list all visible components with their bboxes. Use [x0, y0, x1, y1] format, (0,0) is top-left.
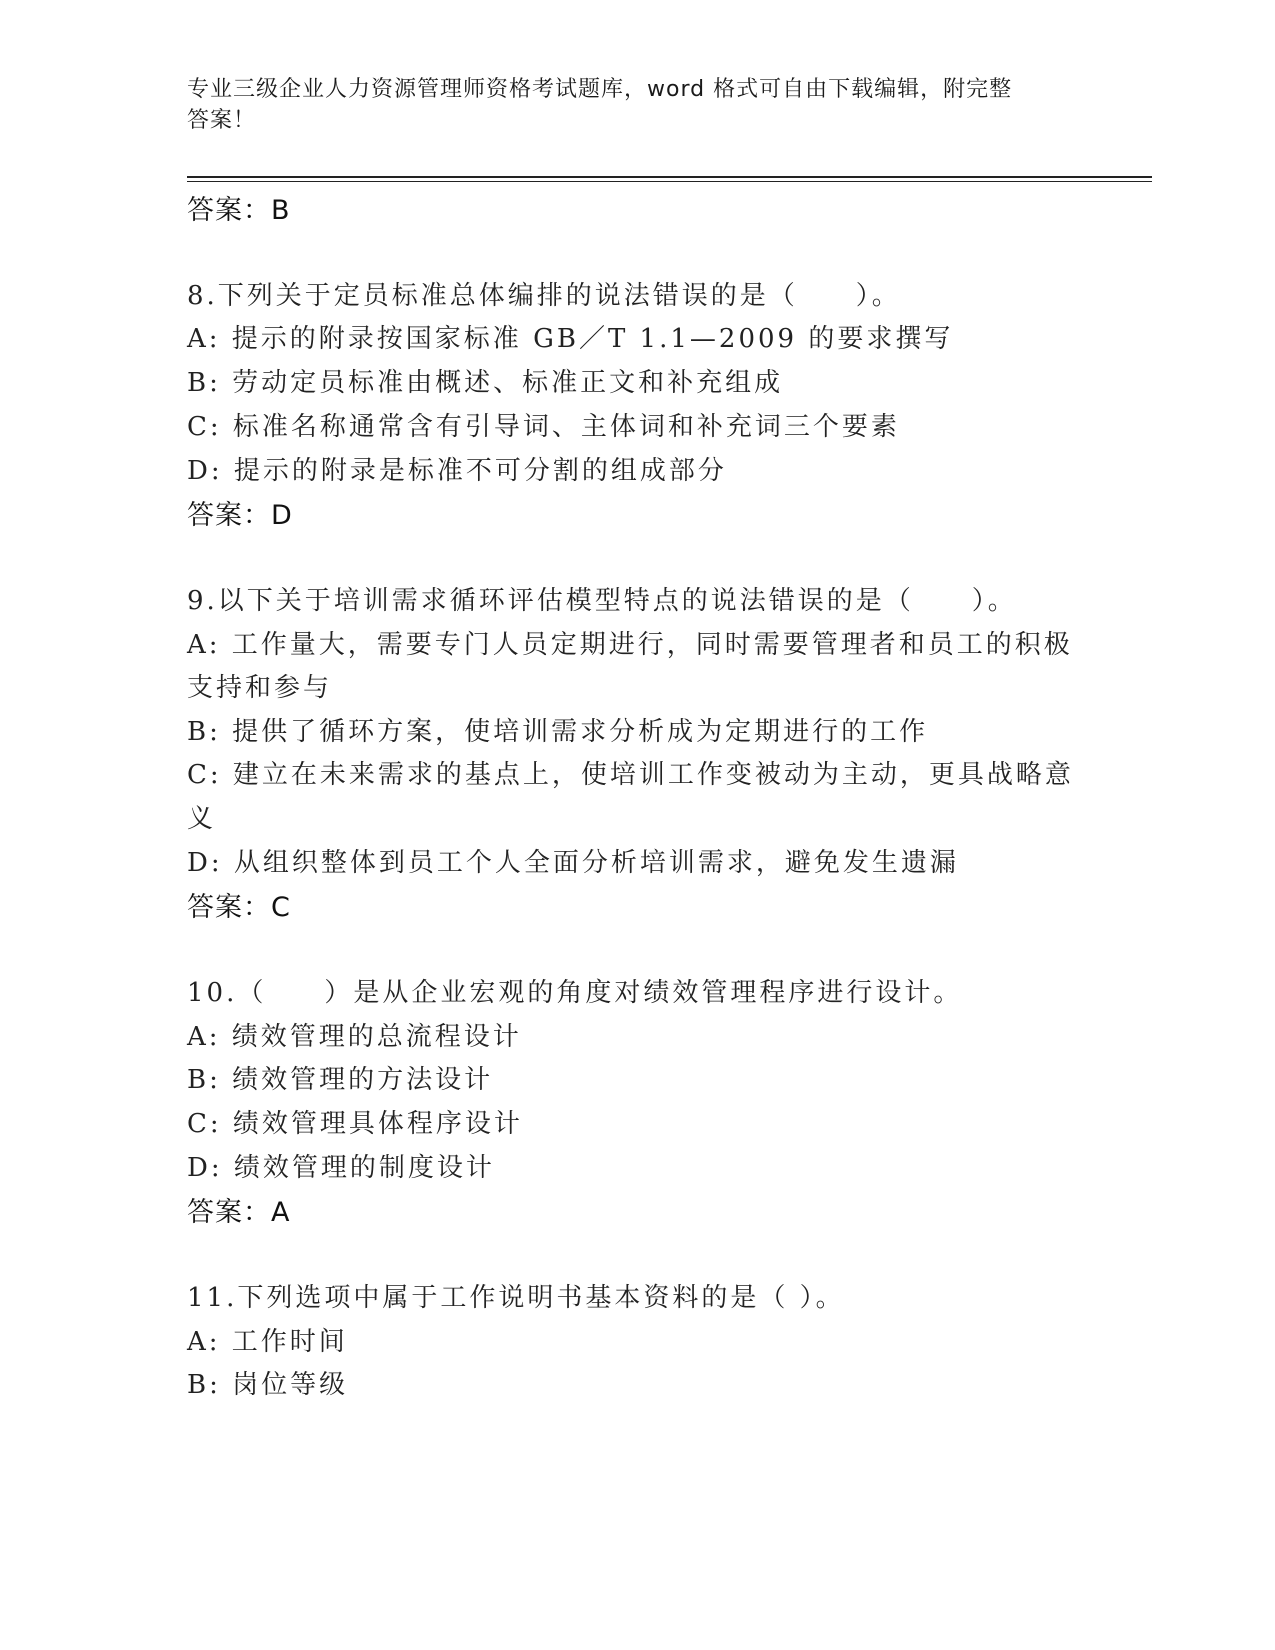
page-header	[187, 74, 1067, 136]
header-divider-thick	[187, 176, 1152, 178]
header-line-1: 专业三级企业人力资源管理师资格考试题库，word 格式可自由下载编辑，附完整	[187, 77, 1013, 102]
previous-answer: 答案：B	[187, 195, 291, 226]
q9-option-d: D: 从组织整体到员工个人全面分析培训需求，避免发生遗漏	[187, 848, 959, 878]
q10-option-b: B: 绩效管理的方法设计	[187, 1065, 494, 1095]
q11-option-b: B: 岗位等级	[187, 1370, 349, 1400]
header-line-2: 答案！	[187, 108, 257, 133]
question-9: 9.以下关于培训需求循环评估模型特点的说法错误的是（ ）。	[187, 586, 1017, 616]
q9-option-a-line-2: 支持和参与	[187, 673, 333, 703]
q9-answer: 答案：C	[187, 892, 291, 923]
q9-option-c-line-2: 义	[187, 804, 217, 834]
q8-option-b: B: 劳动定员标准由概述、标准正文和补充组成	[187, 368, 784, 398]
q10-answer: 答案：A	[187, 1197, 291, 1228]
header-divider-thin	[187, 181, 1152, 182]
q9-option-b: B: 提供了循环方案，使培训需求分析成为定期进行的工作	[187, 717, 929, 747]
q9-option-c-line-1: C: 建立在未来需求的基点上，使培训工作变被动为主动，更具战略意	[187, 760, 1074, 790]
q9-option-a-line-1: A: 工作量大，需要专门人员定期进行，同时需要管理者和员工的积极	[187, 630, 1073, 660]
q8-answer: 答案：D	[187, 500, 293, 531]
q8-option-d: D: 提示的附录是标准不可分割的组成部分	[187, 456, 727, 486]
q11-option-a: A: 工作时间	[187, 1327, 348, 1357]
q10-option-a: A: 绩效管理的总流程设计	[187, 1022, 522, 1052]
q8-option-a: A: 提示的附录按国家标准 GB／T 1.1—2009 的要求撰写	[187, 324, 954, 354]
q8-option-c: C: 标准名称通常含有引导词、主体词和补充词三个要素	[187, 412, 900, 442]
q10-option-c: C: 绩效管理具体程序设计	[187, 1109, 523, 1139]
question-10: 10.（ ）是从企业宏观的角度对绩效管理程序进行设计。	[187, 978, 963, 1008]
question-11: 11.下列选项中属于工作说明书基本资料的是（ ）。	[187, 1283, 845, 1313]
question-8: 8.下列关于定员标准总体编排的说法错误的是（ ）。	[187, 281, 901, 311]
q10-option-d: D: 绩效管理的制度设计	[187, 1153, 495, 1183]
